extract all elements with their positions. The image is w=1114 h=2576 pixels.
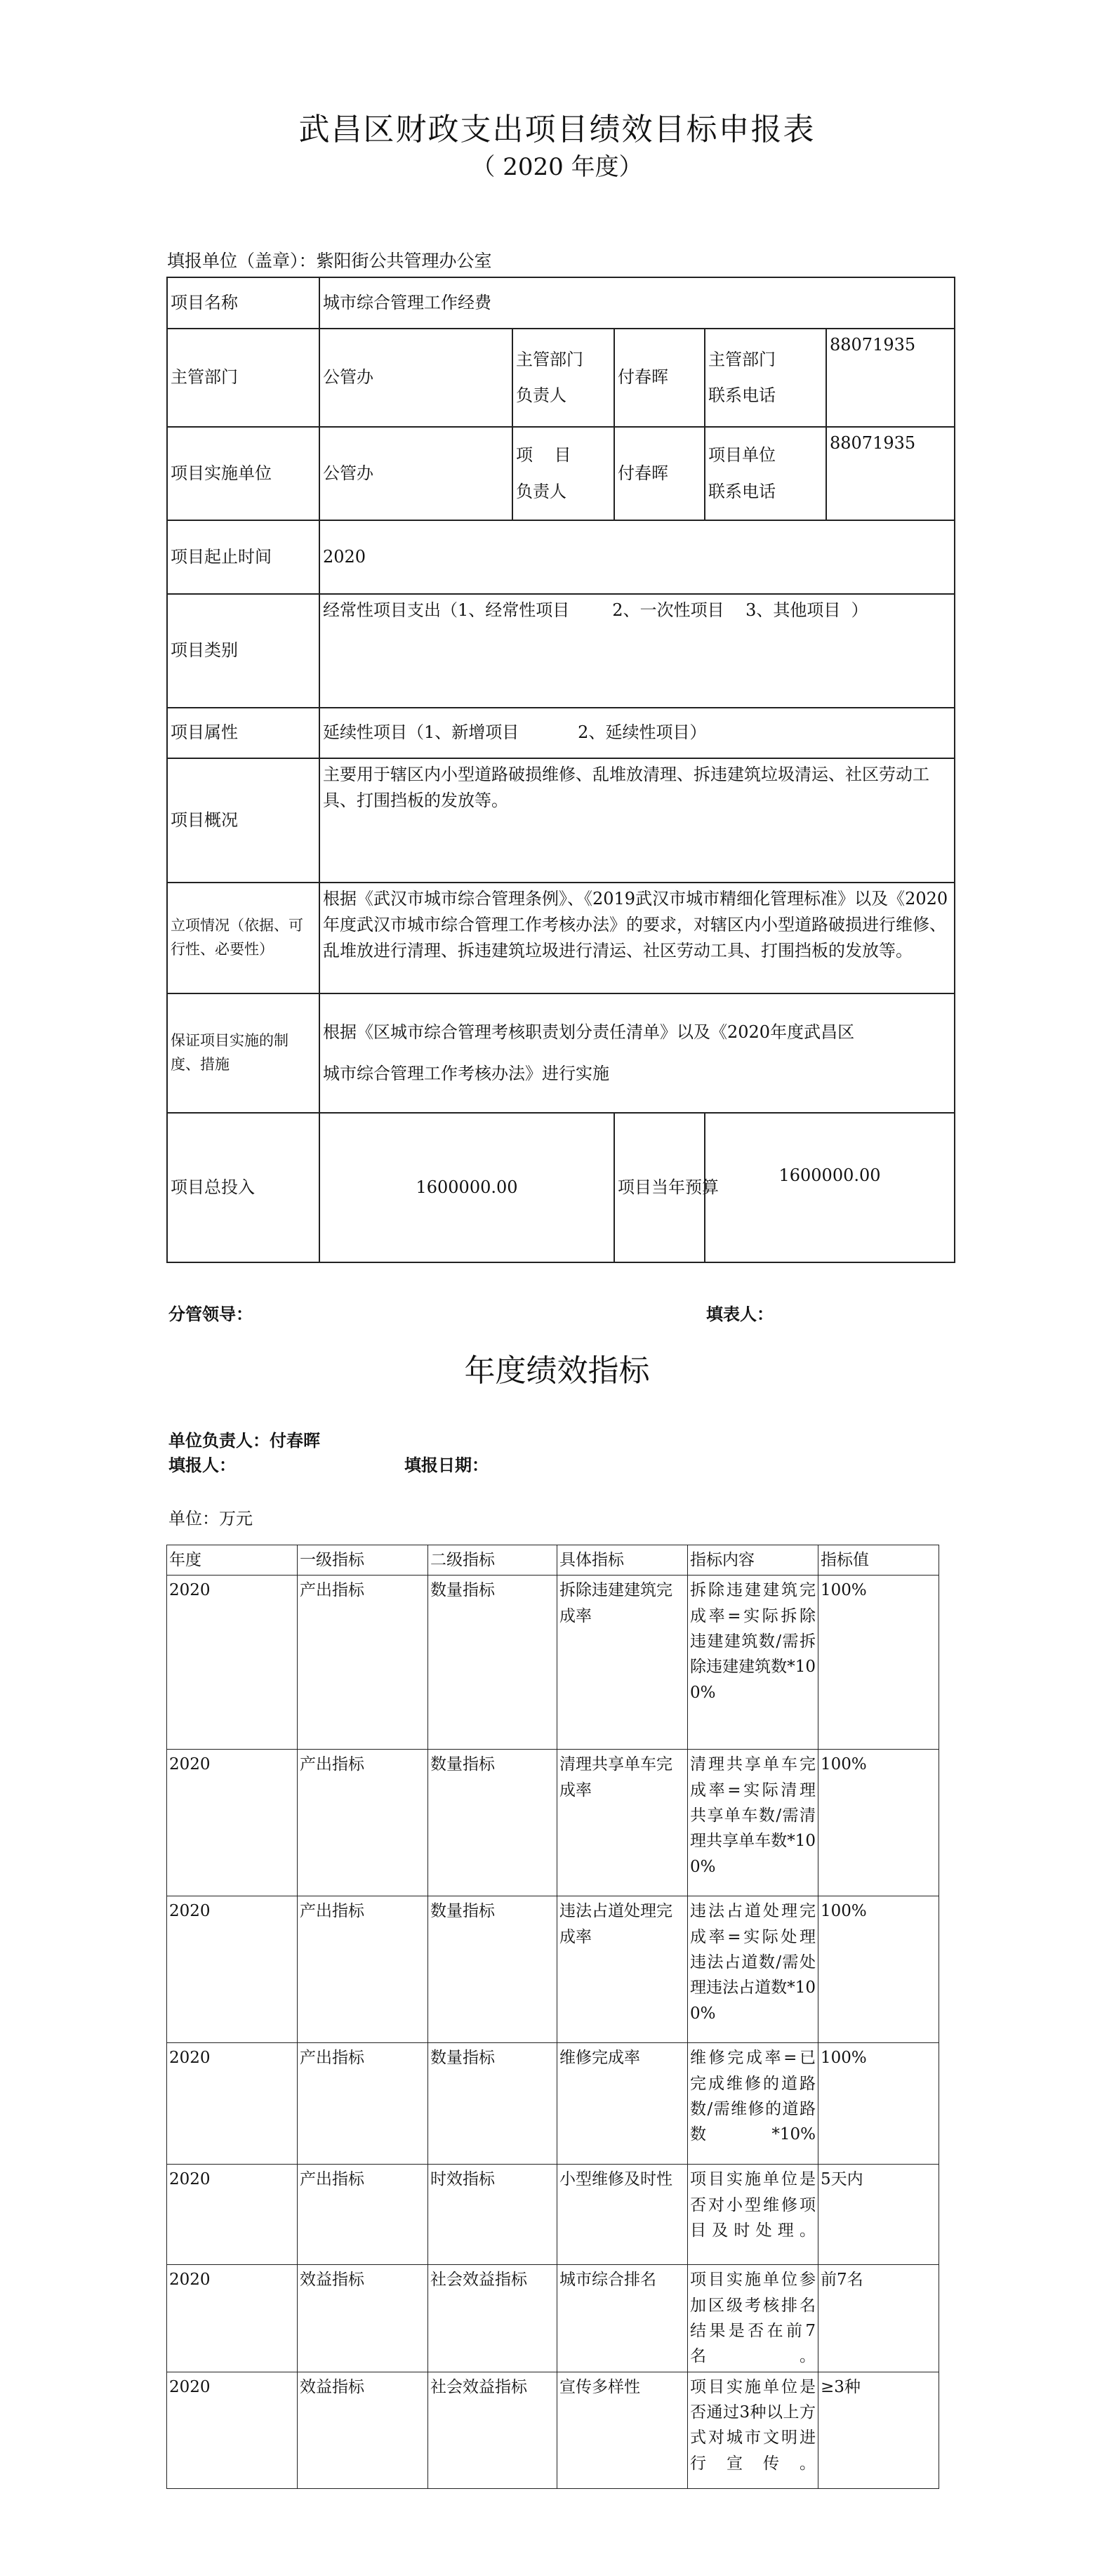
table-row [167, 1750, 939, 1896]
cell-level2: 数量指标 [428, 1896, 557, 2043]
table-row [167, 2043, 939, 2165]
overview-value: 主要用于辖区内小型道路破损维修、乱堆放清理、拆违建筑垃圾清运、社区劳动工具、打围挡板的发放等。 [319, 758, 955, 883]
proj-phone-label [705, 427, 826, 520]
cell-indicator: 小型维修及时性 [557, 2165, 688, 2265]
cell-content: 拆除违建建筑完成率=实际拆除违建建筑数/需拆除违建建筑数*100% [688, 1576, 818, 1750]
overview-label: 项目概况 [167, 758, 319, 883]
fill-date: 填报日期： [404, 1455, 489, 1475]
cell-indicator: 维修完成率 [557, 2043, 688, 2165]
period-label: 项目起止时间 [167, 520, 319, 594]
impl-label: 项目实施单位 [167, 427, 319, 520]
measures-label: 保证项目实施的制度、措施 [167, 993, 319, 1113]
filler-label: 填表人： [706, 1304, 774, 1324]
cell-year: 2020 [167, 2165, 298, 2265]
dept-head-label [512, 329, 614, 427]
dept-label: 主管部门 [167, 329, 319, 427]
period-value: 2020 [319, 520, 955, 594]
cell-indicator: 城市综合排名 [557, 2265, 688, 2372]
header-value: 指标值 [818, 1545, 939, 1576]
dept-head-value: 付春晖 [614, 329, 705, 427]
header-indicator: 具体指标 [557, 1545, 688, 1576]
cell-level2: 数量指标 [428, 1576, 557, 1750]
dept-head-label-line2: 负责人 [516, 385, 566, 405]
header-level1: 一级指标 [298, 1545, 428, 1576]
cell-level1: 效益指标 [298, 2372, 428, 2488]
filler: 填报人： [168, 1455, 236, 1475]
cell-value: 前7名 [818, 2265, 939, 2372]
document-year: （ 2020 年度） [471, 153, 643, 181]
cell-level1: 产出指标 [298, 1750, 428, 1896]
header-row [167, 1545, 939, 1576]
dept-head-label-line1: 主管部门 [516, 349, 583, 369]
cell-content: 项目实施单位是否对小型维修项目及时处理。 [688, 2165, 818, 2265]
proj-head-value: 付春晖 [614, 427, 705, 520]
proj-phone-label-line1: 项目单位 [708, 445, 776, 465]
cell-value: 5天内 [818, 2165, 939, 2265]
document-title: 武昌区财政支出项目绩效目标申报表 [298, 112, 816, 147]
basis-label: 立项情况（依据、可行性、必要性） [167, 883, 319, 993]
cell-year: 2020 [167, 2372, 298, 2488]
proj-phone-value: 88071935 [826, 427, 955, 520]
budget-value: 1600000.00 [705, 1113, 955, 1262]
cell-value: 100% [818, 1576, 939, 1750]
project-name-value: 城市综合管理工作经费 [319, 277, 955, 329]
table-row [167, 1576, 939, 1750]
table-row [167, 1896, 939, 2043]
measures-value [319, 993, 955, 1113]
performance-table [166, 1545, 939, 2489]
attribute-value: 延续性项目（1、新增项目 2、延续性项目） [319, 708, 955, 758]
table-row [167, 2265, 939, 2372]
project-form-table [166, 277, 955, 1263]
cell-content: 清理共享单车完成率=实际清理共享单车数/需清理共享单车数*100% [688, 1750, 818, 1896]
cell-indicator: 拆除违建建筑完成率 [557, 1576, 688, 1750]
proj-phone-label-line2: 联系电话 [708, 481, 776, 501]
budget-label: 项目当年预算 [614, 1113, 705, 1262]
measures-line1: 根据《区城市综合管理考核职责划分责任清单》以及《2020年度武昌区 [323, 1022, 855, 1042]
section-title: 年度绩效指标 [464, 1353, 650, 1389]
cell-content: 维修完成率=已完成维修的道路数/需维修的道路数*10% [688, 2043, 818, 2165]
category-value: 经常性项目支出（1、经常性项目 2、一次性项目 3、其他项目 ） [319, 594, 955, 708]
cell-year: 2020 [167, 1576, 298, 1750]
cell-year: 2020 [167, 1896, 298, 2043]
impl-value: 公管办 [319, 427, 512, 520]
total-label: 项目总投入 [167, 1113, 319, 1262]
filler-unit: 填报单位（盖章）：紫阳街公共管理办公室 [167, 251, 492, 271]
proj-head-label-line2: 负责人 [516, 481, 566, 501]
dept-phone-label-line1: 主管部门 [708, 349, 776, 369]
cell-level1: 产出指标 [298, 2043, 428, 2165]
cell-level2: 社会效益指标 [428, 2372, 557, 2488]
cell-indicator: 清理共享单车完成率 [557, 1750, 688, 1896]
cell-level2: 社会效益指标 [428, 2265, 557, 2372]
header-level2: 二级指标 [428, 1545, 557, 1576]
category-label: 项目类别 [167, 594, 319, 708]
project-name-label: 项目名称 [167, 277, 319, 329]
cell-level1: 效益指标 [298, 2265, 428, 2372]
cell-indicator: 宣传多样性 [557, 2372, 688, 2488]
cell-indicator: 违法占道处理完成率 [557, 1896, 688, 2043]
table-row [167, 2165, 939, 2265]
cell-level2: 时效指标 [428, 2165, 557, 2265]
dept-phone-label-line2: 联系电话 [708, 385, 776, 405]
cell-value: ≥3种 [818, 2372, 939, 2488]
cell-level1: 产出指标 [298, 2165, 428, 2265]
proj-head-label [512, 427, 614, 520]
cell-year: 2020 [167, 2265, 298, 2372]
cell-value: 100% [818, 1896, 939, 2043]
cell-value: 100% [818, 2043, 939, 2165]
cell-content: 违法占道处理完成率=实际处理违法占道数/需处理违法占道数*100% [688, 1896, 818, 2043]
dept-phone-label [705, 329, 826, 427]
leader-label: 分管领导： [168, 1304, 253, 1324]
cell-level1: 产出指标 [298, 1896, 428, 2043]
proj-head-label-line1: 项 目 [516, 445, 571, 465]
cell-year: 2020 [167, 2043, 298, 2165]
cell-level2: 数量指标 [428, 2043, 557, 2165]
dept-phone-value: 88071935 [826, 329, 955, 427]
table-row [167, 2372, 939, 2488]
unit-head: 单位负责人：付春晖 [168, 1431, 320, 1451]
cell-value: 100% [818, 1750, 939, 1896]
cell-content: 项目实施单位是否通过3种以上方式对城市文明进行宣传。 [688, 2372, 818, 2488]
measures-line2: 城市综合管理工作考核办法》进行实施 [323, 1064, 609, 1083]
dept-value: 公管办 [319, 329, 512, 427]
unit-label: 单位：万元 [168, 1509, 253, 1528]
basis-value: 根据《武汉市城市综合管理条例》、《2019武汉市城市精细化管理标准》以及《2020年度武汉市城市综合管理工作考核办法》的要求，对辖区内小型道路破损进行维修、乱堆放进行清理、拆违建筑垃圾进行清运、社区劳动工具、打围挡板的发放等。 [319, 883, 955, 993]
attribute-label: 项目属性 [167, 708, 319, 758]
cell-level2: 数量指标 [428, 1750, 557, 1896]
header-year: 年度 [167, 1545, 298, 1576]
total-value: 1600000.00 [319, 1113, 614, 1262]
header-content: 指标内容 [688, 1545, 818, 1576]
cell-level1: 产出指标 [298, 1576, 428, 1750]
cell-content: 项目实施单位参加区级考核排名结果是否在前7名。 [688, 2265, 818, 2372]
cell-year: 2020 [167, 1750, 298, 1896]
